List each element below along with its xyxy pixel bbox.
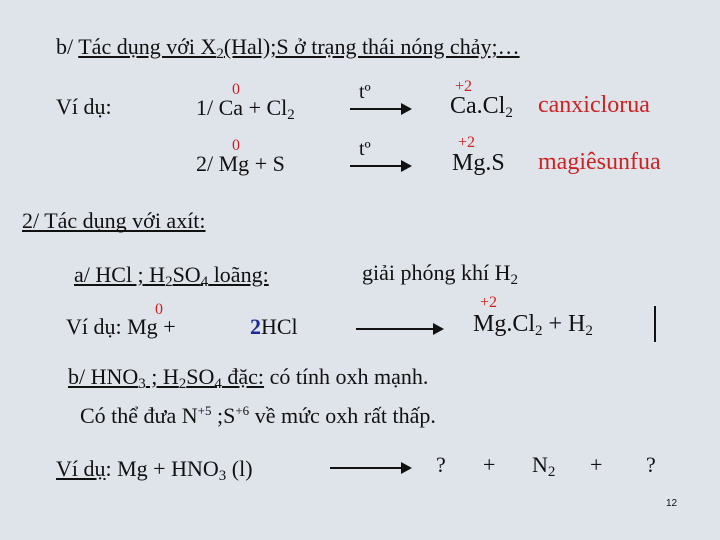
oxidation-state-ca: 0 xyxy=(232,81,240,98)
oxidation-state-mg-product: +2 xyxy=(458,134,476,151)
heading-b-halogen: b/ Tác dụng với $X_2(Hal);S$ ở trạng thái nóng chảy;… xyxy=(56,34,520,62)
heading-b-underlined: Tác dụng với $X_2(Hal);S$ ở trạng thái nóng chảy;… xyxy=(78,34,520,62)
reaction2-product-name: magiêsunfua xyxy=(538,149,661,175)
reaction1-product-name: canxiclorua xyxy=(538,92,650,118)
reaction4-n2: $N_2$ xyxy=(532,452,556,480)
reaction1-condition: tº xyxy=(359,81,371,103)
reaction4-plus-1: + xyxy=(483,452,496,477)
oxidation-state-mg-product-3: +2 xyxy=(480,294,498,311)
reaction2-condition: tº xyxy=(359,138,371,160)
reaction3-products: $Mg.Cl_2 + H_2$ xyxy=(473,311,593,339)
reaction3-reagent: 2HCl xyxy=(250,314,298,339)
example-label: Ví dụ: xyxy=(56,94,112,119)
gas-evolution-mark xyxy=(654,306,656,342)
oxidation-note: Có thể đưa $N^{+5}$ $;S^{+6}$ về mức oxh rất thấp. xyxy=(80,403,436,428)
oxidation-state-mg: 0 xyxy=(232,137,240,154)
page-number: 12 xyxy=(666,498,678,509)
reaction4-plus-2: + xyxy=(590,452,603,477)
acid-b-line: b/ $HNO_3$ ; $H_2SO_4$ đặc: có tính oxh mạnh. xyxy=(68,364,429,392)
reaction2-product: Mg.S xyxy=(452,150,505,176)
oxidation-state-ca-product: +2 xyxy=(455,78,473,95)
reaction2-reactants: 2/ Mg + S xyxy=(196,151,285,176)
reaction4-reactants: Ví dụ: $Mg + HNO_3$ (l) xyxy=(56,456,253,484)
reaction4-unknown-2: ? xyxy=(646,452,656,477)
reaction4-unknown-1: ? xyxy=(436,452,446,477)
reaction2-arrow xyxy=(350,165,410,167)
reaction3-reactants: Ví dụ: Mg + xyxy=(66,314,176,339)
acid-a-label: a/ HCl ; $H_2SO_4$ loãng: xyxy=(74,262,269,290)
reaction3-arrow xyxy=(356,328,442,330)
reaction4-arrow xyxy=(330,467,410,469)
acid-a-result: giải phóng khí $H_2$ xyxy=(362,260,518,288)
reaction1-product: $Ca.Cl_2$ xyxy=(450,93,513,121)
oxidation-state-mg-3: 0 xyxy=(155,301,163,318)
reaction1-reactants: 1/ $Ca + Cl_2$ xyxy=(196,95,295,123)
section2-heading: 2/ Tác dụng với axít: xyxy=(22,208,206,233)
reaction1-arrow xyxy=(350,108,410,110)
